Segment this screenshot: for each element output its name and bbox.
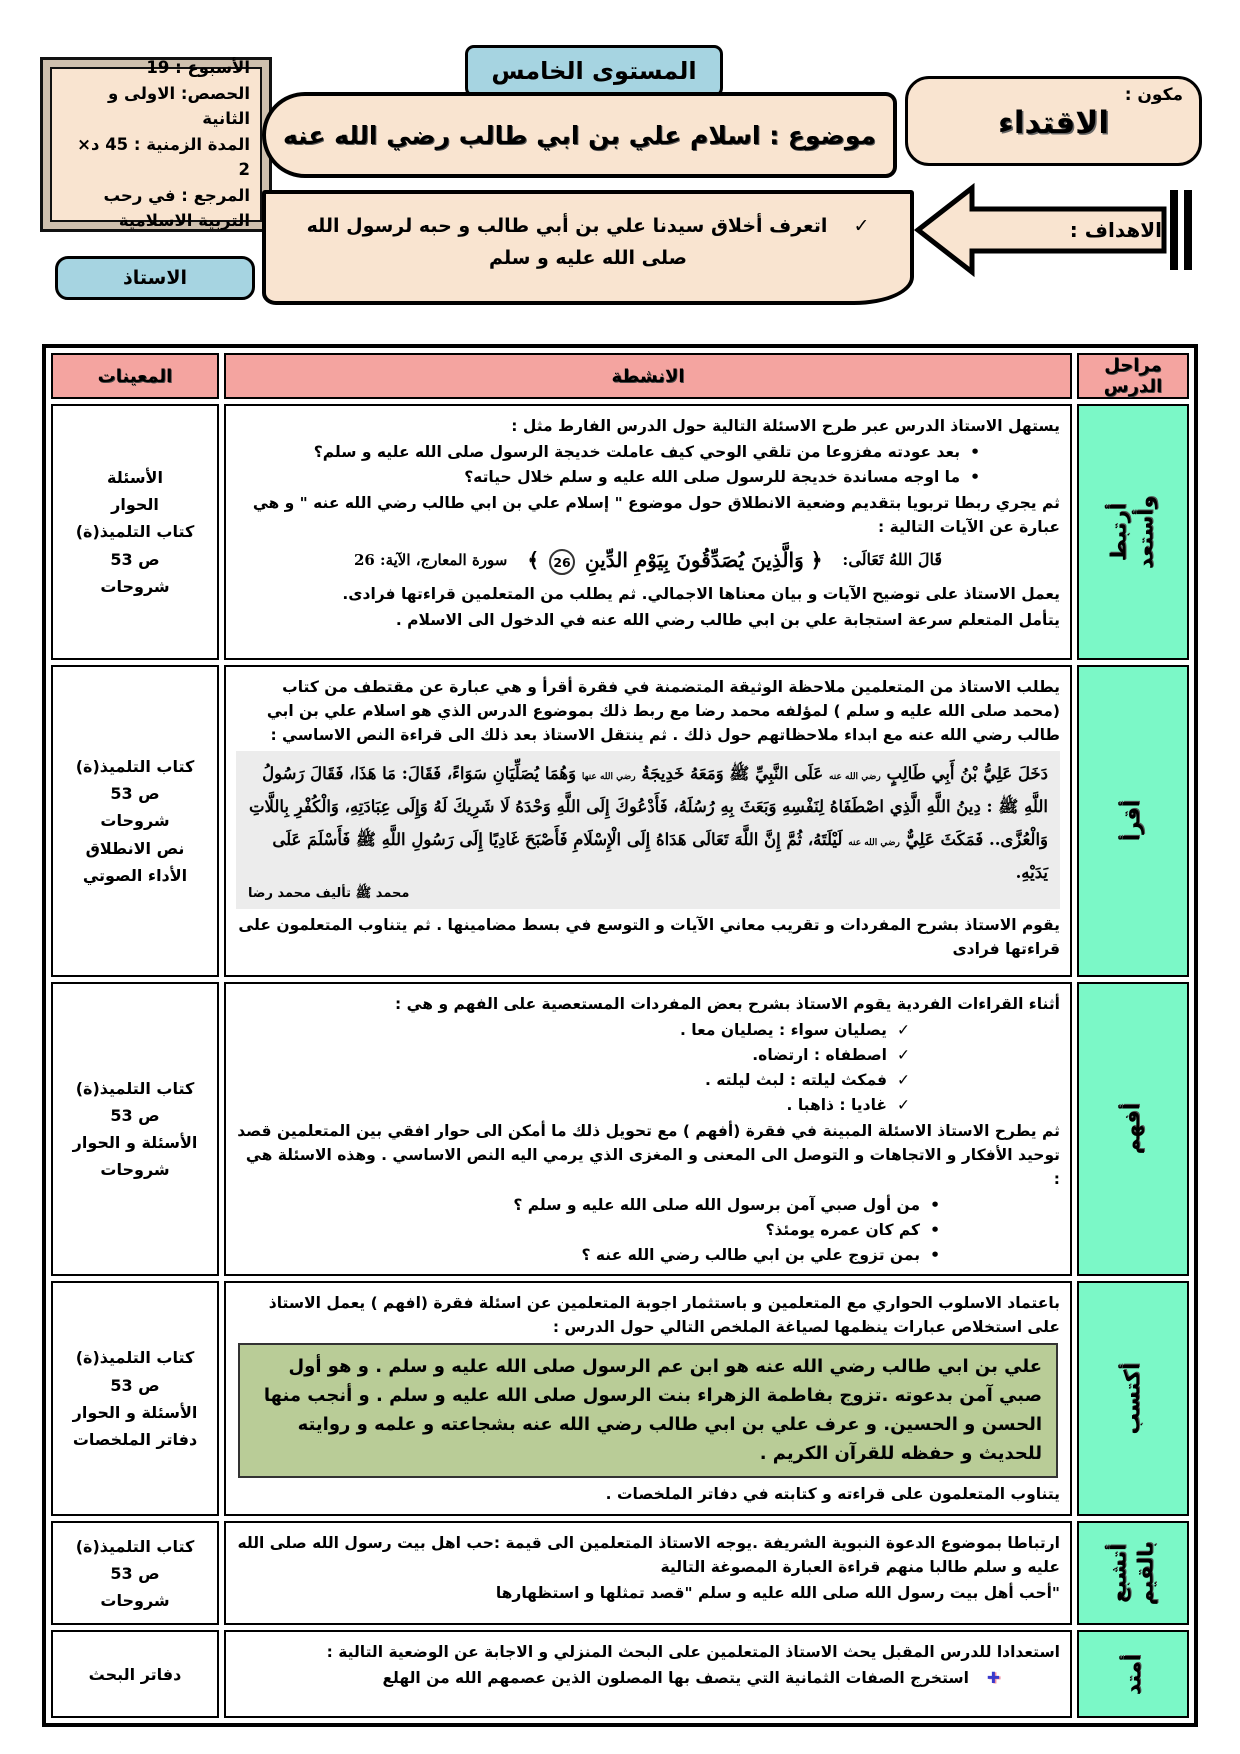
activities-cell bbox=[224, 1281, 1072, 1516]
aids-cell bbox=[51, 665, 219, 977]
bullet-item: • بعد عودته مفزوعا من تلقي الوحي كيف عاملت خديجة الرسول صلى الله عليه و سلم؟ bbox=[236, 440, 980, 464]
activity-text: يستهل الاستاذ الدرس عبر طرح الاسئلة التالية حول الدرس الفارط مثل : bbox=[511, 417, 1060, 435]
stage-cell bbox=[1077, 1521, 1189, 1625]
honorific: رضي الله عنها bbox=[581, 772, 636, 783]
activities-cell bbox=[224, 404, 1072, 660]
task-item: ✚ استخرج الصفات الثمانية التي يتصف بها المصلون الذين عصمهم الله من الهلع bbox=[236, 1666, 1000, 1690]
objective-text: ✓اتعرف أخلاق سيدنا علي بن أبي طالب و حبه لرسول الله صلى الله عليه و سلم bbox=[306, 215, 870, 270]
activity-text: يتأمل المتعلم سرعة استجابة علي بن ابي طالب رضي الله عنه في الدخول الى الاسلام . bbox=[395, 611, 1060, 630]
check-item: ✓ فمكث ليلته : لبث ليلته . bbox=[236, 1068, 910, 1092]
aid-item: ص 53 bbox=[110, 549, 160, 569]
aid-item: شروحات bbox=[100, 811, 170, 831]
quote-attribution: محمد ﷺ تأليف محمد رضا bbox=[248, 886, 410, 902]
aid-item: كتاب التلميذ(ة) bbox=[75, 1536, 195, 1556]
aid-item: شروحات bbox=[100, 1591, 170, 1610]
activity-text: ثم يجري ربطا تربويا بتقديم وضعية الانطلاق حول موضوع " إسلام علي بن ابي طالب رضي الله عنه " و هي عبارة عن الآيات التالية : bbox=[252, 494, 1060, 537]
table-row bbox=[51, 404, 1189, 660]
bullet-item: • ما اوجه مساندة خديجة للرسول صلى الله عليه و سلم خلال حياته؟ bbox=[236, 465, 980, 489]
stage-cell bbox=[1077, 665, 1189, 977]
table-row bbox=[51, 982, 1189, 1276]
activities-cell bbox=[224, 665, 1072, 977]
aid-item: كتاب التلميذ(ة) bbox=[75, 1078, 195, 1098]
verse-intro: قَالَ اللهُ تَعَالَى: bbox=[842, 550, 943, 570]
stage-name: بالقيم bbox=[1134, 1541, 1158, 1606]
check-item: ✓ يصليان سواء : يصليان معا . bbox=[236, 1018, 910, 1042]
aid-item: الأداء الصوتي bbox=[82, 865, 188, 885]
component-label: مكون : bbox=[1124, 85, 1183, 105]
table-row bbox=[51, 1281, 1189, 1516]
table-row bbox=[51, 1521, 1189, 1625]
check-item: ✓ غاديا : ذاهبا . bbox=[236, 1093, 910, 1117]
component-value: الاقتداء bbox=[997, 105, 1110, 141]
stage-name: أفهم bbox=[1120, 1103, 1145, 1155]
objectives-arrow bbox=[912, 182, 1208, 278]
lesson-table bbox=[42, 344, 1198, 1727]
aids-cell bbox=[51, 982, 219, 1276]
verse-reference: سورة المعارج، الآية: 26 bbox=[353, 550, 508, 569]
left-arrow-icon bbox=[912, 182, 1208, 278]
quran-verse-line bbox=[236, 545, 1060, 576]
activity-text: يعمل الاستاذ على توضيح الآيات و بيان معناها الاجمالي. ثم يطلب من المتعلمين قراءتها فرادى. bbox=[342, 585, 1060, 604]
activity-text: يقوم الاستاذ بشرح المفردات و تقريب معاني الآيات و التوسع في بسط مضامينها . ثم يتناوب المتعلمون على قراءتها فرادى bbox=[238, 916, 1060, 959]
aid-item: كتاب التلميذ(ة) bbox=[75, 522, 195, 542]
aid-item: دفاتر البحث bbox=[88, 1664, 182, 1684]
table-row bbox=[51, 1630, 1189, 1718]
activity-text: أثناء القراءات الفردية يقوم الاستاذ بشرح بعض المفردات المستعصية على الفهم و هي : bbox=[395, 995, 1060, 1013]
check-item: ✓ اصطفاه : ارتضاه. bbox=[236, 1043, 910, 1067]
aid-item: دفاتر الملخصات bbox=[72, 1429, 198, 1449]
verse-text: ﴿ وَالَّذِينَ يُصَدِّقُونَ بِيَوْمِ الدِّينِ 26 ﴾ bbox=[527, 545, 822, 576]
sessions: الحصص: الاولى و الثانية bbox=[108, 83, 250, 129]
stage-name: أمتد bbox=[1120, 1653, 1145, 1695]
flower-bullet-icon: ✚ bbox=[987, 1669, 1000, 1688]
component-box bbox=[905, 76, 1202, 166]
week-number: الأسبوع : 19 bbox=[146, 58, 250, 78]
activities-cell bbox=[224, 982, 1072, 1276]
bullet-item: • من أول صبي آمن برسول الله صلى الله عليه و سلم ؟ bbox=[236, 1193, 940, 1217]
aid-item: كتاب التلميذ(ة) bbox=[75, 757, 195, 777]
duration: المدة الزمنية : 45 د× 2 bbox=[77, 134, 250, 180]
table-row bbox=[51, 665, 1189, 977]
aids-cell bbox=[51, 1630, 219, 1718]
bullet-item: • بمن تزوج علي بن ابي طالب رضي الله عنه ؟ bbox=[236, 1243, 940, 1267]
aid-item: الحوار bbox=[111, 495, 159, 515]
stage-name: أرتبط bbox=[1106, 502, 1131, 562]
stage-cell bbox=[1077, 1281, 1189, 1516]
activities-cell bbox=[224, 1630, 1072, 1718]
verse-number: 26 bbox=[549, 549, 575, 575]
activity-text: ثم يطرح الاستاذ الاسئلة المبينة في فقرة (أفهم ) مع تحويل ذلك ما أمكن الى حوار افقي بين المتعلمين قصد توحيد الأفكار و الاتجاهات و التوصل الى المعنى و المغزى الذي يرمي اليه النص الاساسي . وهذه الاسئلة هي : bbox=[237, 1122, 1060, 1189]
aid-item: ص 53 bbox=[110, 1105, 160, 1125]
bullet-icon: • bbox=[970, 443, 980, 462]
stage-name: أكتسب bbox=[1120, 1362, 1145, 1435]
teacher-badge: الاستاذ bbox=[55, 256, 255, 300]
activity-text: استعدادا للدرس المقبل يحث الاستاذ المتعلمين على البحث المنزلي و الاجابة عن الوضعية التالية : bbox=[326, 1643, 1060, 1662]
table-header-row bbox=[51, 353, 1189, 399]
stage-cell bbox=[1077, 982, 1189, 1276]
lesson-summary: علي بن ابي طالب رضي الله عنه هو ابن عم الرسول صلى الله عليه و سلم . و هو أول صبي آمن بدعوته .تزوج بفاطمة الزهراء بنت الرسول صلى الله عليه و سلم . و أنجب منها الحسن و الحسين. و عرف علي بن ابي طالب رضي الله عنه بشجاعته و علمه و روايته للحديث و حفظه للقرآن الكريم . bbox=[238, 1343, 1058, 1478]
activities-cell bbox=[224, 1521, 1072, 1625]
check-icon: ✓ bbox=[897, 1071, 910, 1090]
stage-cell bbox=[1077, 1630, 1189, 1718]
value-phrase: "أحب أهل بيت رسول الله صلى الله عليه و سلم "قصد تمثلها و استظهارها bbox=[495, 1584, 1060, 1603]
stage-name: وأستعد bbox=[1134, 495, 1158, 569]
aid-item: نص الانطلاق bbox=[85, 838, 185, 858]
check-icon: ✓ bbox=[897, 1021, 910, 1040]
aids-cell bbox=[51, 1281, 219, 1516]
bullet-icon: • bbox=[930, 1221, 940, 1240]
stage-cell bbox=[1077, 404, 1189, 660]
aids-cell bbox=[51, 1521, 219, 1625]
bullet-item: • كم كان عمره يومئذ؟ bbox=[236, 1218, 940, 1242]
aid-item: الأسئلة و الحوار bbox=[72, 1402, 198, 1422]
bullet-icon: • bbox=[930, 1246, 940, 1265]
week-info-box bbox=[40, 57, 272, 232]
check-icon: ✓ bbox=[897, 1046, 910, 1065]
bullet-icon: • bbox=[970, 468, 980, 487]
aid-item: ص 53 bbox=[110, 784, 160, 804]
level-badge: المستوى الخامس bbox=[465, 45, 723, 97]
activity-text: ارتباطا بموضوع الدعوة النبوية الشريفة .يوجه الاستاذ المتعلمين الى قيمة :حب اهل بيت رسول الله صلى الله عليه و سلم طالبا منهم قراءة العبارة المصوغة التالية bbox=[237, 1534, 1060, 1577]
aid-item: ص 53 bbox=[110, 1563, 160, 1583]
honorific: رضي الله عنه bbox=[828, 772, 881, 783]
check-icon: ✓ bbox=[853, 215, 870, 237]
aid-item: الأسئلة bbox=[107, 468, 163, 488]
week-info-inner bbox=[50, 58, 262, 231]
activity-text: باعتماد الاسلوب الحواري مع المتعلمين و باستثمار اجوبة المتعلمين عن اسئلة فقرة (افهم ) يعمل الاستاذ على استخلاص عبارات ينظمها لصياغة الملخص التالي حول الدرس : bbox=[268, 1294, 1060, 1337]
activity-text: يطلب الاستاذ من المتعلمين ملاحظة الوثيقة المتضمنة في فقرة أقرأ و هي عبارة عن مقتطف من كتاب (محمد صلى الله عليه و سلم ) لمؤلفه محمد رضا مع ربط ذلك بموضوع الدرس الذي هو اسلام علي بن ابي طالب رضي الله عنه مع ابداء ملاحظاتهم حول ذلك . ثم ينتقل الاستاذ بعد ذلك الى قراءة النص الاساسي : bbox=[266, 678, 1060, 745]
subject-title: موضوع : اسلام علي بن ابي طالب رضي الله عنه bbox=[262, 92, 897, 178]
stage-name: أقرأ bbox=[1120, 800, 1145, 842]
honorific: رضي الله عنه bbox=[848, 838, 900, 849]
aids-cell bbox=[51, 404, 219, 660]
objectives-label: الاهداف : bbox=[1069, 218, 1162, 242]
aid-item: كتاب التلميذ(ة) bbox=[75, 1348, 195, 1368]
source-text-quote: دَخَلَ عَلِيُّ بْنُ أَبِي طَالِبٍ رضي الله عنه عَلَى النَّبِيِّ ﷺ وَمَعَهُ خَدِيجَةُ رضي الله عنها وَهُمَا يُصَلِّيَانِ سَوَاءً، فَقَالَ: مَا هَذَا، فَقَالَ رَسُولُ اللَّهِ ﷺ : دِينُ اللَّهِ الَّذِي اصْطَفَاهُ لِنَفْسِهِ وَبَعَثَ بِهِ رُسُلَهُ، فَأَدْعُوكَ إِلَى اللَّهِ وَحْدَهُ لَا شَرِيكَ لَهُ وَإِلَى عِبَادَتِهِ، وَالْكُفْرِ بِاللَّاتِ وَالْعُزَّى.. فَمَكَثَ عَلِيٌّ رضي الله عنه لَيْلَتَهُ، ثُمَّ إِنَّ اللَّهَ تَعَالَى هَدَاهُ إِلَى الْإِسْلَامِ فَأَصْبَحَ غَادِيًا إِلَى رَسُولِ اللَّهِ ﷺ فَأَسْلَمَ عَلَى يَدَيْهِ. محمد ﷺ تأليف محمد رضا bbox=[236, 751, 1060, 909]
check-icon: ✓ bbox=[897, 1096, 910, 1115]
aid-item: شروحات bbox=[100, 1160, 170, 1180]
column-header-activities: الانشطة bbox=[224, 353, 1072, 399]
objectives-box bbox=[262, 190, 914, 305]
activity-text: يتناوب المتعلمون على قراءته و كتابته في دفاتر الملخصات . bbox=[605, 1485, 1060, 1504]
stage-name: أتشبع bbox=[1106, 1543, 1131, 1604]
column-header-stages: مراحل الدرس bbox=[1077, 353, 1189, 399]
aid-item: الأسئلة و الحوار bbox=[72, 1133, 198, 1153]
bullet-icon: • bbox=[930, 1196, 940, 1215]
lesson-table-wrap bbox=[42, 344, 1198, 1727]
aid-item: شروحات bbox=[100, 576, 170, 596]
aid-item: ص 53 bbox=[110, 1375, 160, 1395]
reference: المرجع : في رحب التربية الاسلامية bbox=[103, 185, 250, 231]
column-header-aids: المعينات bbox=[51, 353, 219, 399]
